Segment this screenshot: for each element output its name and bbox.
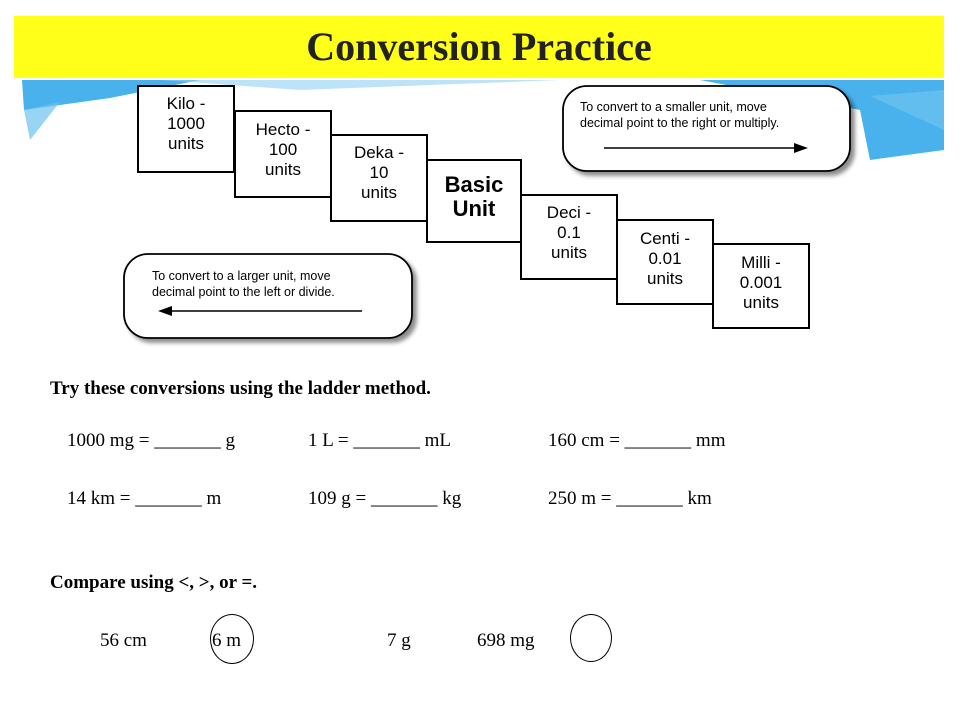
conversion-cm-to-mm: 160 cm = _______ mm xyxy=(548,430,726,451)
svg-text:units: units xyxy=(551,243,587,262)
svg-text:10: 10 xyxy=(369,163,389,182)
svg-text:Kilo -: Kilo - xyxy=(166,94,206,113)
svg-text:Centi -: Centi - xyxy=(639,229,691,248)
smaller-note-line2: decimal point to the right or multiply. xyxy=(580,116,780,130)
smaller-note-line1: To convert to a smaller unit, move xyxy=(580,100,767,114)
compare-1-right: 6 m xyxy=(212,630,242,651)
compare-2-answer-circle[interactable] xyxy=(570,614,612,662)
conversion-g-to-kg: 109 g = _______ kg xyxy=(308,488,462,509)
svg-text:units: units xyxy=(361,183,397,202)
compare-heading: Compare using <, >, or =. xyxy=(50,572,258,593)
svg-text:units: units xyxy=(265,160,301,179)
svg-text:units: units xyxy=(647,269,683,288)
conversion-l-to-ml: 1 L = _______ mL xyxy=(308,430,452,451)
larger-note-line1: To convert to a larger unit, move xyxy=(152,269,331,283)
compare-2-left: 7 g xyxy=(387,630,411,651)
step-deci xyxy=(521,195,617,279)
svg-text:Deka -: Deka - xyxy=(353,143,405,162)
svg-text:units: units xyxy=(743,293,779,312)
step-deka xyxy=(331,135,427,221)
step-kilo xyxy=(138,86,234,172)
conversion-mg-to-g: 1000 mg = _______ g xyxy=(67,430,235,451)
svg-text:0.001: 0.001 xyxy=(739,273,783,292)
svg-text:0.01: 0.01 xyxy=(648,249,682,268)
svg-text:1000: 1000 xyxy=(167,114,205,133)
svg-text:Hecto -: Hecto - xyxy=(255,120,311,139)
conversion-km-to-m: 14 km = _______ m xyxy=(67,488,222,509)
compare-1-left: 56 cm xyxy=(100,630,147,651)
compare-2-right: 698 mg xyxy=(477,630,535,651)
svg-text:Deci -: Deci - xyxy=(546,203,592,222)
svg-text:0.1: 0.1 xyxy=(557,223,581,242)
svg-text:100: 100 xyxy=(268,140,298,159)
step-milli xyxy=(713,244,809,328)
step-hecto xyxy=(235,111,331,197)
page-title: Conversion Practice xyxy=(306,24,652,69)
step-centi xyxy=(617,220,713,304)
conversion-m-to-km: 250 m = _______ km xyxy=(548,488,712,509)
svg-text:units: units xyxy=(168,134,204,153)
svg-text:Milli -: Milli - xyxy=(741,253,781,272)
svg-text:Unit: Unit xyxy=(452,196,496,221)
svg-text:Basic: Basic xyxy=(444,172,504,197)
instructions: Try these conversions using the ladder method. xyxy=(50,378,431,399)
step-basic-unit xyxy=(427,160,521,242)
larger-note-line2: decimal point to the left or divide. xyxy=(152,285,335,299)
